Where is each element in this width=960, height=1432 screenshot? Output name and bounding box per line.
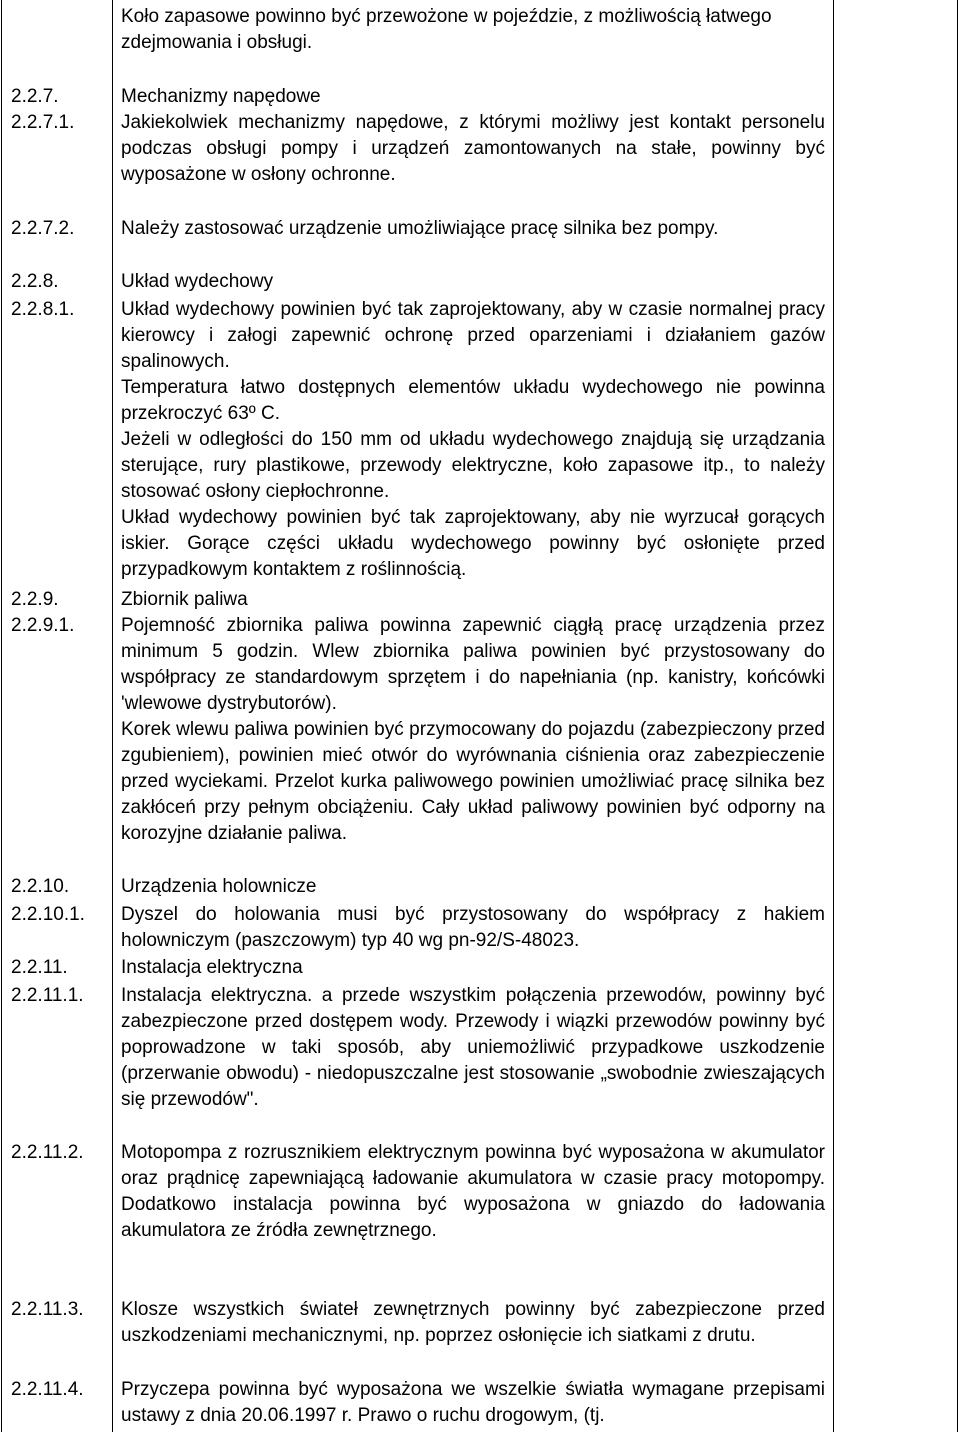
paragraph: Należy zastosować urządzenie umożliwiające pracę silnika bez pompy.	[121, 218, 719, 239]
paragraph: Instalacja elektryczna. a przede wszystkim połączenia przewodów, powinny być zabezpieczone przed dostępem wody. Przewody i wiązki przewodów powinny być poprowadzone w taki sposób, aby uniemożliwić przypadkowe uszkodzenie (przerwanie obwodu) - niedopuszczalne jest stosowanie „swobodnie zwieszających się przewodów".	[121, 985, 825, 1110]
paragraph: Mechanizmy napędowe	[121, 86, 321, 107]
section-text	[121, 84, 825, 110]
section-text	[121, 1377, 825, 1429]
section-number: 2.2.7.	[11, 86, 59, 107]
section-text	[121, 613, 825, 847]
section-text	[121, 297, 825, 583]
section-number: 2.2.8.1.	[11, 299, 75, 320]
section-text	[121, 874, 825, 900]
section-number: 2.2.8.	[11, 271, 59, 292]
paragraph: Przyczepa powinna być wyposażona we wszelkie światła wymagane przepisami ustawy z dnia 20.06.1997 r. Prawo o ruchu drogowym, (tj.	[121, 1379, 825, 1426]
table-border-right	[833, 0, 834, 1432]
section-text	[121, 269, 825, 295]
paragraph: Instalacja elektryczna	[121, 957, 303, 978]
section-number: 2.2.7.2.	[11, 218, 75, 239]
section-number: 2.2.11.1.	[11, 985, 84, 1006]
section-text	[121, 1297, 825, 1349]
section-text	[121, 110, 825, 188]
section-text	[121, 4, 825, 56]
paragraph: Układ wydechowy powinien być tak zaprojektowany, aby w czasie normalnej pracy kierowcy i załogi zapewnić ochronę przed oparzeniami i działaniem gazów spalinowych.	[121, 299, 825, 372]
section-number: 2.2.11.4.	[11, 1379, 84, 1400]
section-number: 2.2.11.2.	[11, 1142, 84, 1163]
section-number: 2.2.9.	[11, 589, 59, 610]
paragraph: Zbiornik paliwa	[121, 589, 248, 610]
paragraph: Jeżeli w odległości do 150 mm od układu wydechowego znajdują się urządzania sterujące, rury plastikowe, przewody elektryczne, koło zapasowe itp., to należy stosować osłony ciepłochronne.	[121, 429, 825, 502]
paragraph: Dyszel do holowania musi być przystosowany do współpracy z hakiem holowniczym (paszczowym) typ 40 wg pn-92/S-48023.	[121, 904, 825, 951]
section-text	[121, 1140, 825, 1244]
section-number: 2.2.11.	[11, 957, 68, 978]
section-text	[121, 587, 825, 613]
table-border-left	[1, 0, 2, 1432]
paragraph: Urządzenia holownicze	[121, 876, 317, 897]
column-divider	[112, 0, 113, 1432]
paragraph: Układ wydechowy	[121, 271, 274, 292]
section-number: 2.2.10.	[11, 876, 70, 897]
paragraph: Klosze wszystkich świateł zewnętrznych powinny być zabezpieczone przed uszkodzeniami mechanicznymi, np. poprzez osłonięcie ich siatkami z drutu.	[121, 1299, 825, 1346]
paragraph: Korek wlewu paliwa powinien być przymocowany do pojazdu (zabezpieczony przed zgubieniem), powinien mieć otwór do wyrównania ciśnienia oraz zabezpieczenie przed wyciekami. Przelot kurka paliwowego powinien umożliwiać pracę silnika bez zakłóceń przy pełnym obciążeniu. Cały układ paliwowy powinien być odporny na korozyjne działanie paliwa.	[121, 719, 825, 844]
section-text	[121, 902, 825, 954]
section-number: 2.2.7.1.	[11, 112, 75, 133]
paragraph: Pojemność zbiornika paliwa powinna zapewnić ciągłą pracę urządzenia przez minimum 5 godzin. Wlew zbiornika paliwa powinien być przystosowany do współpracy ze standardowym sprzętem i do napełniania (np. kanistry, końcówki 'wlewowe dystrybutorów).	[121, 615, 825, 714]
section-number: 2.2.10.1.	[11, 904, 85, 925]
paragraph: Temperatura łatwo dostępnych elementów układu wydechowego nie powinna przekroczyć 63º C.	[121, 377, 825, 424]
paragraph: Jakiekolwiek mechanizmy napędowe, z którymi możliwy jest kontakt personelu podczas obsługi pompy i urządzeń zamontowanych na stałe, powinny być wyposażone w osłony ochronne.	[121, 112, 825, 185]
section-text	[121, 983, 825, 1113]
section-number: 2.2.9.1.	[11, 615, 75, 636]
section-text	[121, 216, 825, 242]
paragraph: Motopompa z rozrusznikiem elektrycznym powinna być wyposażona w akumulator oraz prądnicę zapewniającą ładowanie akumulatora w czasie pracy motopompy. Dodatkowo instalacja powinna być wyposażona w gniazdo do ładowania akumulatora ze źródła zewnętrznego.	[121, 1142, 825, 1241]
paragraph: Koło zapasowe powinno być przewożone w pojeździe, z możliwością łatwego zdejmowania i obsługi.	[121, 6, 772, 53]
page-border-right	[957, 0, 958, 1432]
section-text	[121, 955, 825, 981]
section-number: 2.2.11.3.	[11, 1299, 84, 1320]
paragraph: Układ wydechowy powinien być tak zaprojektowany, aby nie wyrzucał gorących iskier. Gorące części układu wydechowego powinny być osłonięte przed przypadkowym kontaktem z roślinnością.	[121, 507, 825, 580]
